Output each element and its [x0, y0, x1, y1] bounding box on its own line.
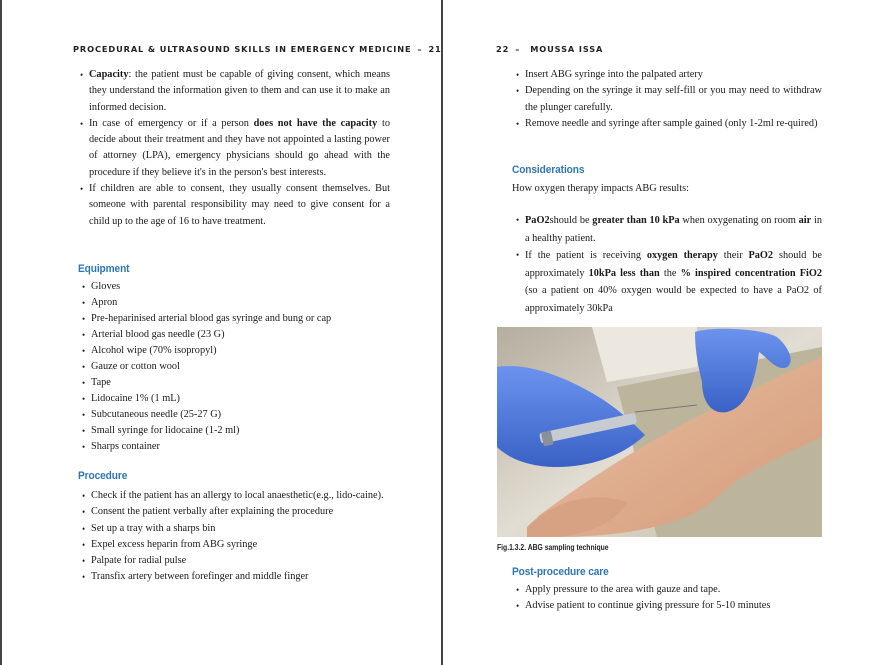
list-item: • Arterial blood gas needle (23 G)	[82, 327, 402, 343]
list-item: • Insert ABG syringe into the palpated artery	[516, 67, 822, 83]
list-item: • Lidocaine 1% (1 mL)	[82, 391, 402, 407]
list-item: • Set up a tray with a sharps bin	[82, 521, 392, 537]
list-item: • Alcohol wipe (70% isopropyl)	[82, 343, 402, 359]
list-item: • Gloves	[82, 279, 402, 295]
list-item: • Sharps container	[82, 439, 402, 455]
list-item: • Expel excess heparin from ABG syringe	[82, 537, 392, 553]
abg-sampling-photo	[497, 327, 822, 537]
list-item: • PaO2should be greater than 10 kPa when oxygenating on room air in a healthy patient.	[516, 212, 822, 247]
list-item: • Remove needle and syringe after sample gained (only 1-2ml re-quired)	[516, 116, 822, 132]
list-item: • Gauze or cotton wool	[82, 359, 402, 375]
list-item: • In case of emergency or if a person does not have the capacity to decide about their treatment and they have not appointed a lasting power of attorney (LPA), emergency physicians should go ahead with the procedure if they believe it's in the person's best interests.	[80, 116, 390, 181]
consent-list	[80, 67, 390, 230]
list-item: • If children are able to consent, they usually consent themselves. But someone with parental responsibility may need to give consent for a child up to the age of 16 to have treatment.	[80, 181, 390, 230]
page-number: 22	[496, 44, 510, 54]
considerations-heading: Considerations	[512, 164, 585, 176]
considerations-intro: How oxygen therapy impacts ABG results:	[512, 183, 690, 194]
list-item: • Subcutaneous needle (25-27 G)	[82, 407, 402, 423]
procedure-continued-list	[516, 67, 822, 132]
list-item: • Pre-heparinised arterial blood gas syringe and bung or cap	[82, 311, 402, 327]
equipment-list	[82, 279, 402, 455]
list-item: • Palpate for radial pulse	[82, 553, 392, 569]
list-item: • Advise patient to continue giving pressure for 5-10 minutes	[516, 598, 826, 614]
list-item: • Apply pressure to the area with gauze and tape.	[516, 582, 826, 598]
considerations-list	[516, 212, 822, 317]
procedure-heading: Procedure	[78, 470, 128, 482]
list-item: • Check if the patient has an allergy to local anaesthetic(e.g., lido-caine).	[82, 488, 392, 504]
running-head-left: PROCEDURAL & ULTRASOUND SKILLS IN EMERGENCY MEDICINE – 21	[73, 44, 442, 54]
list-item: • Transfix artery between forefinger and middle finger	[82, 569, 392, 585]
post-procedure-heading: Post-procedure care	[512, 566, 609, 578]
figure-caption: Fig.1.3.2. ABG sampling technique	[497, 543, 609, 552]
equipment-heading: Equipment	[78, 263, 130, 275]
right-page	[443, 0, 882, 665]
list-item: • Depending on the syringe it may self-fill or you may need to withdraw the plunger carefully.	[516, 83, 822, 116]
post-procedure-list	[516, 582, 826, 615]
list-item: • Consent the patient verbally after explaining the procedure	[82, 504, 392, 520]
running-head-right: 22 – MOUSSA ISSA	[496, 44, 604, 54]
procedure-list	[82, 488, 392, 586]
list-item: • Capacity: the patient must be capable of giving consent, which means they understand the information given to them and can use it to make an informed decision.	[80, 67, 390, 116]
list-item: • Tape	[82, 375, 402, 391]
book-title: PROCEDURAL & ULTRASOUND SKILLS IN EMERGENCY MEDICINE	[73, 44, 412, 54]
list-item: • Apron	[82, 295, 402, 311]
author-name: MOUSSA ISSA	[530, 44, 604, 54]
left-page	[2, 0, 441, 665]
list-item: • If the patient is receiving oxygen therapy their PaO2 should be approximately 10kPa less than the % inspired concentration FiO2 (so a patient on 40% oxygen would be expected to have a PaO2 of approximately 30kPa	[516, 247, 822, 317]
list-item: • Small syringe for lidocaine (1-2 ml)	[82, 423, 402, 439]
page-number: 21	[428, 44, 442, 54]
